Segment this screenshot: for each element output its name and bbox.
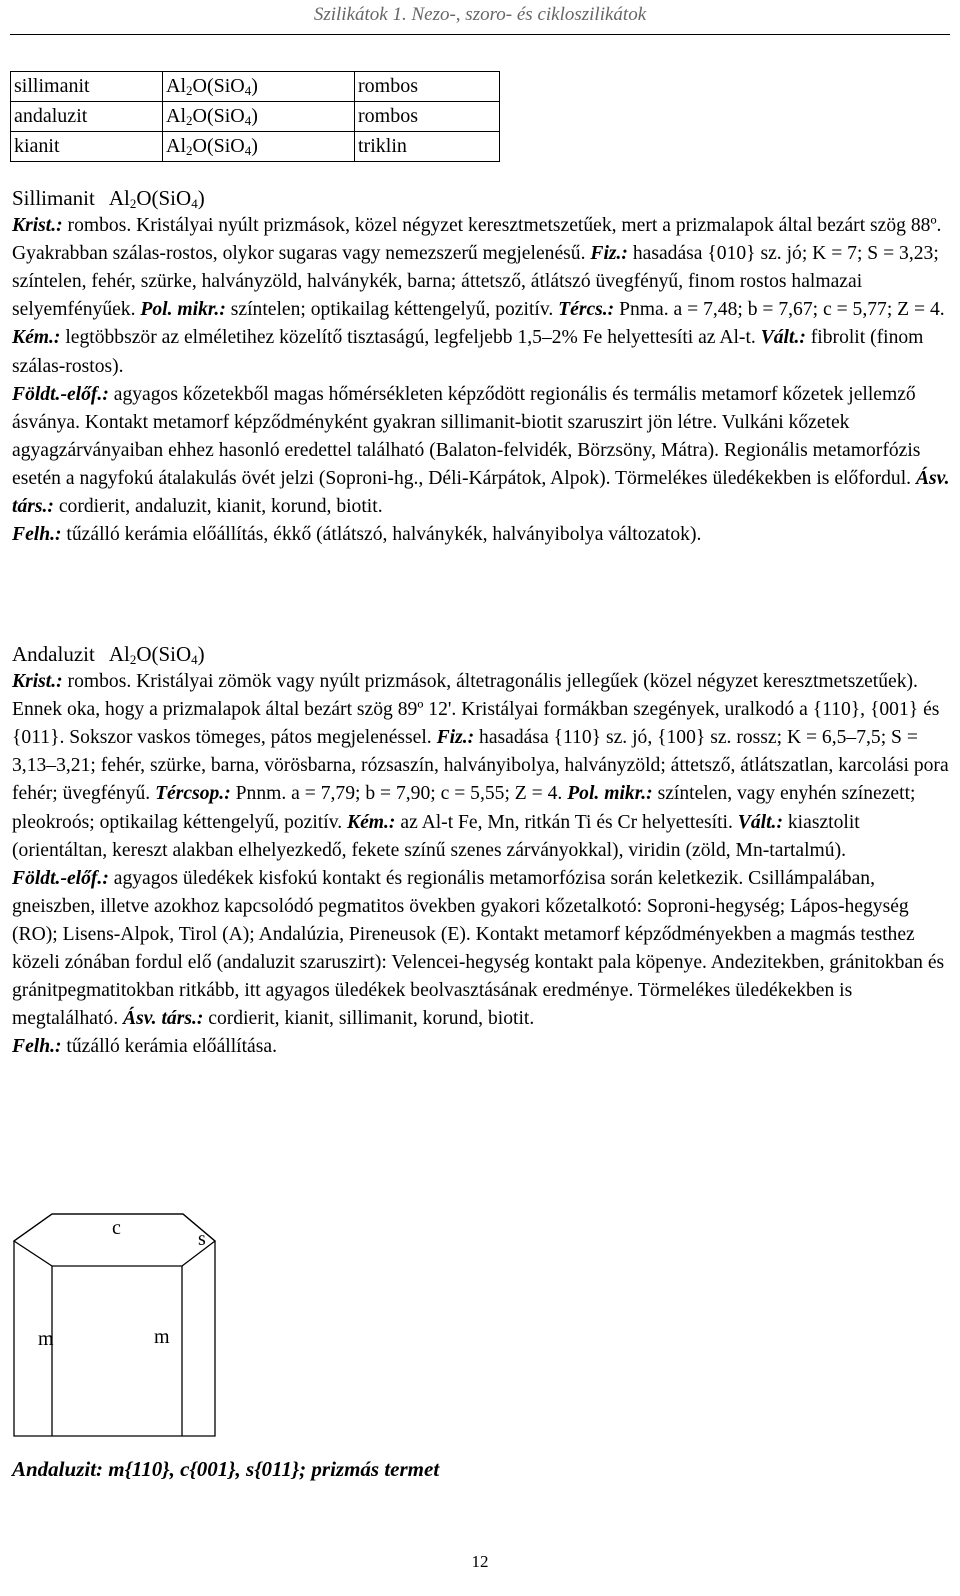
table-row bbox=[11, 72, 500, 102]
face-label-s: s bbox=[198, 1228, 206, 1250]
running-header: Szilikátok 1. Nezo-, szoro- és cikloszilikátok bbox=[313, 4, 647, 25]
face-label-m-left: m bbox=[38, 1328, 54, 1350]
mineral-name: kianit bbox=[11, 132, 163, 162]
crystal-system: rombos bbox=[355, 72, 500, 102]
crystal-system: rombos bbox=[355, 102, 500, 132]
page-number: 12 bbox=[471, 1552, 489, 1571]
mineral-name: sillimanit bbox=[11, 72, 163, 102]
section-title: Sillimanit $Al_2O(SiO_4)$ bbox=[12, 186, 205, 211]
section-body: Krist.: rombos. Kristályai nyúlt prizmások, közel négyzet keresztmetszetűek, mert a prizmalapok által bezárt szög 88º. Gyakrabban szálas-rostos, olykor sugaras vagy nemezszerű megjelenésű. Fiz.: hasadása {010} sz. jó; K = 7; S = 3,23; színtelen, fehér, szürke, halványzöld, halványkék, barna; áttetsző, átlátszó üvegfényű, finom rostos halmazai selyemfényűek. Pol. mikr.: színtelen; optikailag kéttengelyű, pozitív. Tércs.: Pnma. a = 7,48; b = 7,67; c = 5,77; Z = 4. Kém.: legtöbbször az elméletihez közelítő tisztaságú, legfeljebb 1,5–2% Fe helyettesíti az Al-t. Vált.: fibrolit (finom szálas-rostos). Földt.-előf.: agyagos kőzetekből magas hőmérsékleten képződött regionális és termális metamorf kőzetek jellemző ásványa. Kontakt metamorf képződményként gyakran sillimanit-biotit szaruszirt jön létre. Vulkáni kőzetek agyagzárványaiban ehhez hasonló eredettel található (Balaton-felvidék, Börzsöny, Mátra). Regionális metamorfózis esetén a nagyfokú átalakulás övét jelzi (Soproni-hg., Déli-Kárpátok, Alpok). Törmelékes üledékekben is előfordul. Ásv. társ.: cordierit, andaluzit, kianit, korund, biotit. Felh.: tűzálló kerámia előállítás, ékkő (átlátszó, halványkék, halványibolya változatok). bbox=[12, 215, 950, 546]
figure-caption: Andaluzit: m{110}, c{001}, s{011}; prizmás termet bbox=[12, 1457, 440, 1481]
face-label-m-right: m bbox=[154, 1326, 170, 1348]
section-title: Andaluzit $Al_2O(SiO_4)$ bbox=[12, 642, 205, 667]
mineral-formula: $Al_2O(SiO_4)$ bbox=[163, 132, 355, 162]
mineral-formula: $Al_2O(SiO_4)$ bbox=[163, 72, 355, 102]
crystal-outline bbox=[14, 1214, 215, 1436]
andaluzit-section bbox=[12, 640, 952, 1061]
table-row bbox=[11, 132, 500, 162]
mineral-table bbox=[10, 71, 500, 162]
table-row bbox=[11, 102, 500, 132]
crystal-figure bbox=[0, 1200, 300, 1450]
header-rule bbox=[10, 34, 950, 35]
mineral-name: andaluzit bbox=[11, 102, 163, 132]
crystal-system: triklin bbox=[355, 132, 500, 162]
section-body: Krist.: rombos. Kristályai zömök vagy nyúlt prizmások, áltetragonális jellegűek (közel négyzet keresztmetszetűek). Ennek oka, hogy a prizmalapok által bezárt szög 89º 12'. Kristályai formákban szegények, uralkodó a {110}, {001} és {011}. Sokszor vaskos tömeges, pátos megjelenéssel. Fiz.: hasadása {110} sz. jó, {100} sz. rossz; K = 6,5–7,5; S = 3,13–3,21; fehér, szürke, barna, vörösbarna, rózsaszín, halványibolya, halványzöld; áttetsző, átlátszatlan, karcolási pora fehér; üvegfényű. Tércsop.: Pnnm. a = 7,79; b = 7,90; c = 5,55; Z = 4. Pol. mikr.: színtelen, vagy enyhén színezett; pleokroós; optikailag kéttengelyű, pozitív. Kém.: az Al-t Fe, Mn, ritkán Ti és Cr helyettesíti. Vált.: kiasztolit (orientáltan, kereszt alakban elhelyezkedő, fekete színű szenes zárványokkal), viridin (zöld, Mn-tartalmú). Földt.-előf.: agyagos üledékek kisfokú kontakt és regionális metamorfózisa során keletkezik. Csillámpalában, gneiszben, illetve azokhoz kapcsolódó pegmatitos övekben gyakori kőzetalkotó: Soproni-hegység; Lápos-hegység (RO); Lisens-Alpok, Tirol (A); Andalúzia, Pireneusok (E). Kontakt metamorf képződményekben a magmás testhez közeli zónában fordul elő (andaluzit szaruszirt): Velencei-hegység kontakt pala köpenye. Andezitekben, gránitokban és gránitpegmatitokban ritkább, itt agyagos üledékek beolvasztásának eredménye. Törmelékes üledékekben is megtalálható. Ásv. társ.: cordierit, kianit, sillimanit, korund, biotit. Felh.: tűzálló kerámia előállítása. bbox=[12, 671, 949, 1058]
face-label-c: c bbox=[112, 1217, 121, 1239]
sillimanit-section bbox=[12, 184, 952, 549]
mineral-formula: $Al_2O(SiO_4)$ bbox=[163, 102, 355, 132]
